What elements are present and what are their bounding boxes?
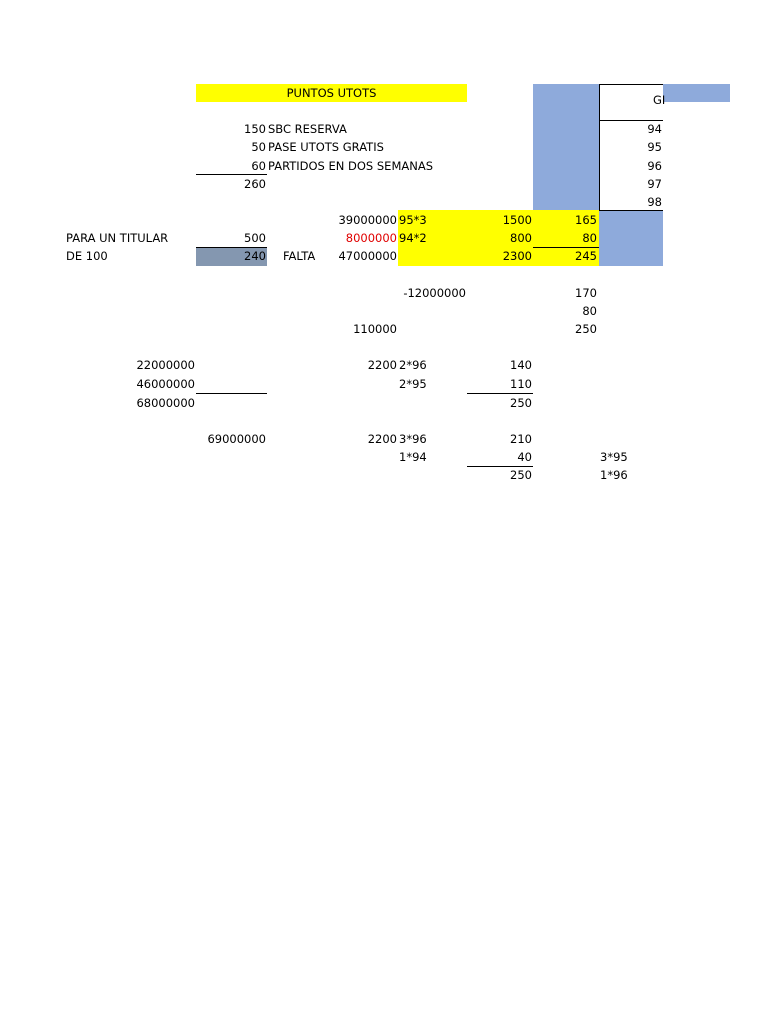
calc-b-1: 165 xyxy=(575,213,597,227)
block3-formula: 1*94 xyxy=(399,450,427,464)
calc-b-3: 245 xyxy=(575,249,597,263)
calc-amount-3: 47000000 xyxy=(338,249,397,263)
blue-right-fill xyxy=(599,210,663,266)
calc-a-3: 2300 xyxy=(502,249,532,263)
right-list-item: 98 xyxy=(647,195,662,209)
block2-result: 250 xyxy=(510,396,532,410)
diff-other: 110000 xyxy=(353,322,397,336)
sheet-title: PUNTOS UTOTS xyxy=(286,86,377,100)
right-list-item: 96 xyxy=(647,159,662,173)
header-partial: GI xyxy=(653,93,666,107)
calc-formula-1: 95*3 xyxy=(399,213,427,227)
calc-b-2: 80 xyxy=(582,231,597,245)
de-100: DE 100 xyxy=(66,249,108,263)
block3-mid: 2200 xyxy=(367,432,397,446)
titular-value: 500 xyxy=(244,231,266,245)
right-list-item: 97 xyxy=(647,177,662,191)
diff-amount: -12000000 xyxy=(403,286,466,300)
block2-left: 46000000 xyxy=(136,377,195,391)
block2-left-line xyxy=(196,393,267,394)
points-label-1: SBC RESERVA xyxy=(268,122,347,136)
points-value-2: 50 xyxy=(251,140,266,154)
diff-value: 80 xyxy=(582,304,597,318)
block3-result: 250 xyxy=(510,468,532,482)
block2-left: 68000000 xyxy=(136,396,195,410)
calc-amount-2: 8000000 xyxy=(345,231,397,245)
calc-formula-2: 94*2 xyxy=(399,231,427,245)
right-list-item: 95 xyxy=(647,140,662,154)
block3-side: 3*95 xyxy=(600,450,628,464)
points-total: 260 xyxy=(244,177,266,191)
diff-value: 170 xyxy=(575,286,597,300)
blue-header-fill xyxy=(663,84,730,102)
titular-remaining: 240 xyxy=(244,249,266,263)
block3-result: 210 xyxy=(510,432,532,446)
calc-a-1: 1500 xyxy=(502,213,532,227)
block2-formula: 2*95 xyxy=(399,377,427,391)
calc-a-2: 800 xyxy=(510,231,532,245)
block3-result: 40 xyxy=(517,450,532,464)
block3-left: 69000000 xyxy=(207,432,266,446)
header-top-border xyxy=(599,84,663,85)
block3-side: 1*96 xyxy=(600,468,628,482)
calc-amount-1: 39000000 xyxy=(338,213,397,227)
block2-left: 22000000 xyxy=(136,358,195,372)
points-label-3: PARTIDOS EN DOS SEMANAS xyxy=(268,159,434,173)
block3-formula: 3*96 xyxy=(399,432,427,446)
points-value-3: 60 xyxy=(251,159,266,173)
points-value-1: 150 xyxy=(244,122,266,136)
block2-formula: 2*96 xyxy=(399,358,427,372)
block2-result: 110 xyxy=(510,377,532,391)
para-un-titular: PARA UN TITULAR xyxy=(66,231,169,245)
block2-result: 140 xyxy=(510,358,532,372)
falta-label: FALTA xyxy=(283,249,316,263)
diff-value: 250 xyxy=(575,322,597,336)
points-label-2: PASE UTOTS GRATIS xyxy=(268,140,384,154)
blue-column-fill xyxy=(533,84,599,210)
right-list-item: 94 xyxy=(647,122,662,136)
block2-mid: 2200 xyxy=(367,358,397,372)
